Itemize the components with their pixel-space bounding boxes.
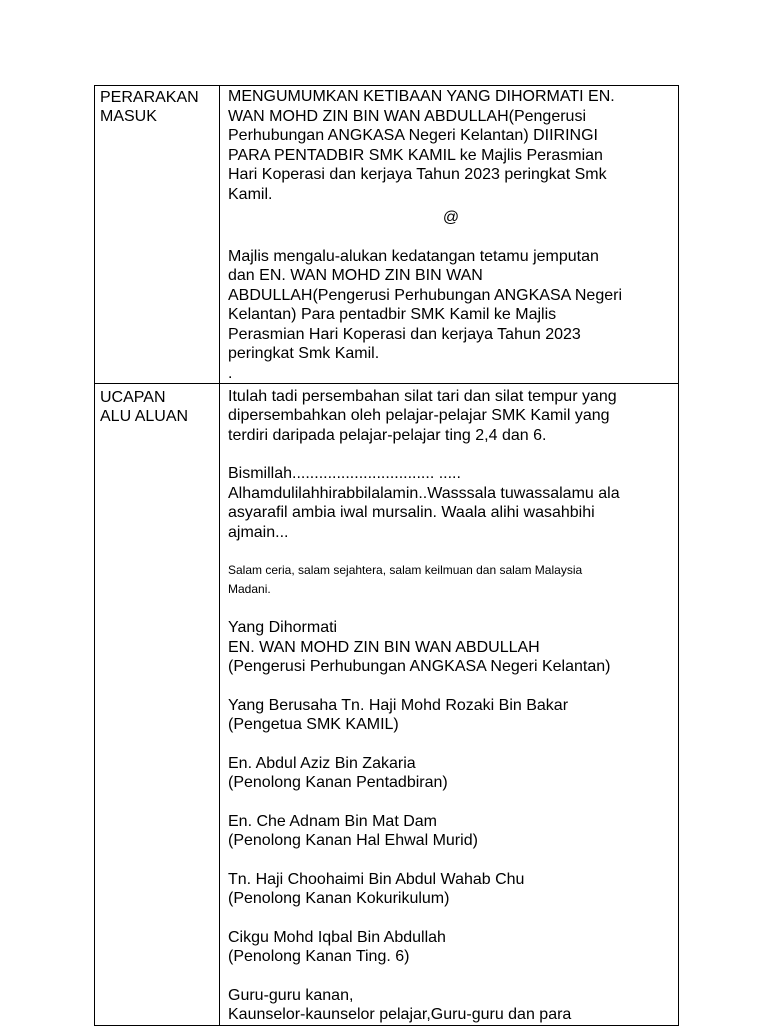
honoree-admin: En. Abdul Aziz Bin Zakaria (Penolong Kanan Pentadbiran) (228, 754, 448, 791)
section-label-cell (95, 383, 220, 1025)
separator-symbol: @ (442, 209, 460, 226)
trailing-dot: . (228, 364, 233, 382)
section-label: UCAPAN ALU ALUAN (100, 388, 189, 425)
honoree-student-affairs: En. Che Adnam Bin Mat Dam (Penolong Kanan Hal Ehwal Murid) (228, 812, 478, 849)
greeting-paragraph: Salam ceria, salam sejahtera, salam keilmuan dan salam Malaysia Madani. (228, 563, 583, 596)
section-label: PERARAKAN MASUK (100, 89, 199, 125)
honoree-teachers: Guru-guru kanan, Kaunselor-kaunselor pelajar,Guru-guru dan para (228, 986, 572, 1023)
honoree-principal: Yang Berusaha Tn. Haji Mohd Rozaki Bin Bakar (Pengetua SMK KAMIL) (228, 696, 569, 733)
announcement-paragraph: MENGUMUMKAN KETIBAAN YANG DIHORMATI EN. WAN MOHD ZIN BIN WAN ABDULLAH(Pengerusi Perhubungan ANGKASA Negeri Kelantan) DIIRINGI PARA PENTADBIR SMK KAMIL ke Majlis Perasmian Hari Koperasi dan kerjaya Tahun 2023 peringkat Smk Kamil. (228, 88, 615, 203)
section-content-cell (220, 383, 679, 1025)
honoree-cocurriculum: Tn. Haji Choohaimi Bin Abdul Wahab Chu (Penolong Kanan Kokurikulum) (228, 870, 525, 907)
intro-paragraph: Itulah tadi persembahan silat tari dan silat tempur yang dipersembahkan oleh pelajar-pelajar SMK Kamil yang terdiri daripada pelajar-pelajar ting 2,4 dan 6. (228, 387, 617, 444)
section-content-cell (220, 86, 679, 384)
table-row (95, 86, 679, 384)
honoree-guest: Yang Dihormati EN. WAN MOHD ZIN BIN WAN ABDULLAH (Pengerusi Perhubungan ANGKASA Negeri Kelantan) (228, 619, 611, 675)
honoree-form6: Cikgu Mohd Iqbal Bin Abdullah (Penolong Kanan Ting. 6) (228, 928, 446, 965)
program-script-table (94, 85, 679, 1026)
welcome-paragraph: Majlis mengalu-alukan kedatangan tetamu jemputan dan EN. WAN MOHD ZIN BIN WAN ABDULLAH(Pengerusi Perhubungan ANGKASA Negeri Kelantan) Para pentadbir SMK Kamil ke Majlis Perasmian Hari Koperasi dan kerjaya Tahun 2023 peringkat Smk Kamil. (228, 247, 622, 362)
table-row (95, 383, 679, 1025)
opening-prayer-paragraph: Bismillah................................ ..... Alhamdulilahhirabbilalamin..Wasssala tuwassalamu ala asyarafil ambia iwal mursalin. Waala alihi wasahbihi ajmain... (228, 465, 620, 541)
section-label-cell (95, 86, 220, 384)
